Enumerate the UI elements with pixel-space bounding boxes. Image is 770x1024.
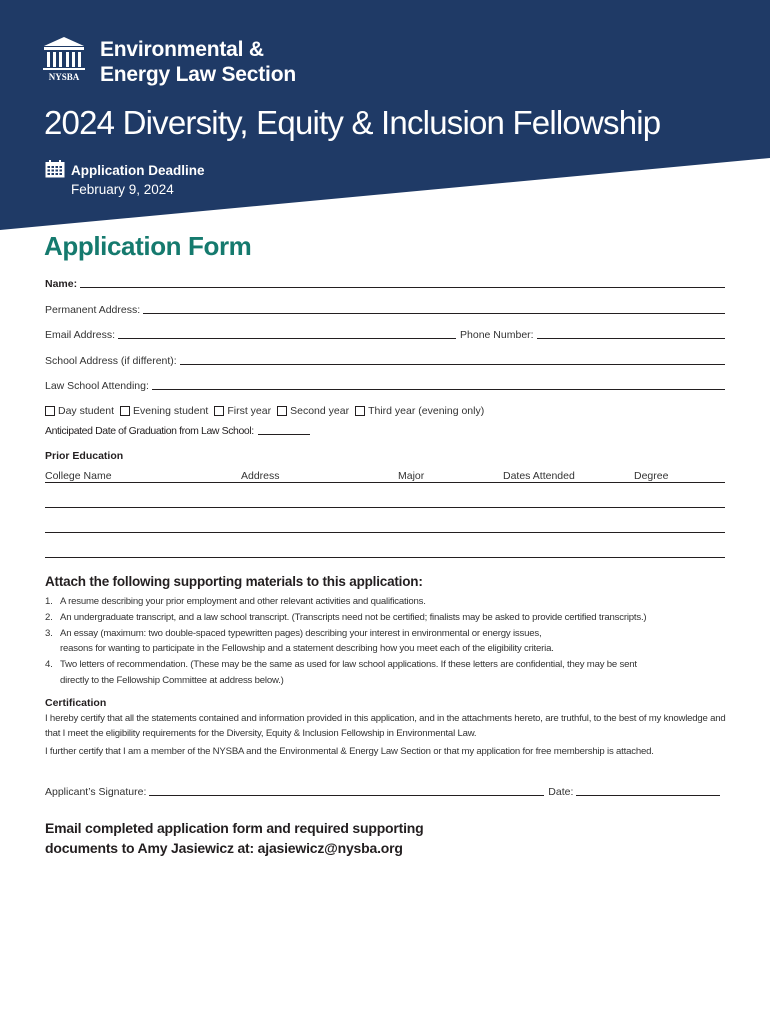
- nysba-logo-icon: [40, 36, 92, 82]
- date-label: Date:: [548, 786, 574, 798]
- email-line[interactable]: [118, 337, 456, 339]
- checkbox-label: Evening student: [133, 405, 209, 417]
- list-item-text: An undergraduate transcript, and a law school transcript. (Transcripts need not be certified; finalists may be asked to provide certified transcripts.): [60, 611, 647, 623]
- law-school-field[interactable]: [45, 380, 725, 392]
- permanent-address-label: Permanent Address:: [45, 304, 141, 316]
- deadline-date: February 9, 2024: [71, 182, 174, 197]
- calendar-icon: [45, 160, 65, 178]
- signature-row: [45, 786, 720, 798]
- checkbox-box[interactable]: [355, 406, 365, 416]
- list-item: [45, 594, 735, 610]
- checkbox-box[interactable]: [277, 406, 287, 416]
- checkbox-label: Day student: [58, 405, 115, 417]
- email-label: Email Address:: [45, 329, 116, 341]
- permanent-address-line[interactable]: [143, 312, 725, 314]
- education-entry-line[interactable]: [45, 557, 725, 558]
- column-major: Major: [398, 470, 425, 482]
- list-item-text: Two letters of recommendation. (These may be the same as used for law school applications. If these letters are confidential, they may be sent: [60, 659, 637, 671]
- form-heading: Application Form: [44, 231, 252, 261]
- list-item-continued: [45, 641, 735, 657]
- education-entry-line[interactable]: [45, 507, 725, 508]
- education-entry-line[interactable]: [45, 532, 725, 533]
- column-college-name: College Name: [45, 470, 112, 482]
- checkbox-label: Third year (evening only): [368, 405, 485, 417]
- email-instructions-line1: Email completed application form and required supporting: [45, 820, 424, 836]
- checkbox-label: Second year: [290, 405, 350, 417]
- name-line[interactable]: [80, 286, 725, 288]
- graduation-label: Anticipated Date of Graduation from Law School:: [45, 425, 254, 437]
- email-instructions-line2: documents to Amy Jasiewicz at: ajasiewicz@nysba.org: [45, 840, 403, 856]
- signature-line[interactable]: [149, 794, 544, 796]
- list-item-text: An essay (maximum: two double-spaced typewritten pages) describing your interest in environmental or energy issues,: [60, 627, 542, 639]
- email-instructions: [45, 818, 424, 858]
- certification-paragraph-1: I hereby certify that all the statements contained and information provided in this application, and in the attachments hereto, are truthful, to the best of my knowledge and that I meet the eligibility requirements for the Diversity, Equity & Inclusion Fellowship in Environmental Law.: [45, 713, 726, 739]
- list-item: [45, 626, 735, 642]
- list-item-number: 2.: [45, 611, 53, 623]
- checkbox-third-year[interactable]: [355, 405, 484, 417]
- graduation-line[interactable]: [258, 434, 310, 435]
- list-item-text: A resume describing your prior employment and other relevant activities and qualifications.: [60, 596, 426, 607]
- date-line[interactable]: [576, 794, 720, 796]
- law-school-line[interactable]: [152, 388, 725, 390]
- column-degree: Degree: [634, 470, 669, 482]
- student-status-checkboxes: [45, 405, 490, 417]
- list-item: [45, 657, 735, 673]
- certification-title: Certification: [45, 697, 107, 709]
- attachments-heading: Attach the following supporting materials to this application:: [45, 574, 423, 589]
- checkbox-label: First year: [227, 405, 272, 417]
- phone-line[interactable]: [537, 337, 725, 339]
- column-dates-attended: Dates Attended: [503, 470, 575, 482]
- school-address-field[interactable]: [45, 355, 725, 367]
- list-item-text: directly to the Fellowship Committee at address below.): [60, 674, 284, 686]
- checkbox-evening-student[interactable]: [120, 405, 208, 417]
- list-item: [45, 610, 735, 626]
- name-label: Name:: [45, 278, 78, 290]
- education-header-line: [45, 482, 725, 483]
- list-item-number: 4.: [45, 659, 53, 671]
- checkbox-second-year[interactable]: [277, 405, 349, 417]
- checkbox-first-year[interactable]: [214, 405, 271, 417]
- logo-text: NYSBA: [48, 72, 80, 82]
- checkbox-box[interactable]: [214, 406, 224, 416]
- name-field[interactable]: [45, 278, 725, 290]
- list-item-continued: [45, 673, 735, 689]
- school-address-label: School Address (if different):: [45, 355, 177, 367]
- deadline-label: Application Deadline: [71, 163, 205, 178]
- phone-label: Phone Number:: [460, 329, 534, 341]
- checkbox-box[interactable]: [120, 406, 130, 416]
- list-item-number: 3.: [45, 627, 53, 639]
- attachments-list: [45, 594, 735, 689]
- column-address: Address: [241, 470, 280, 482]
- permanent-address-field[interactable]: [45, 304, 725, 316]
- list-item-number: 1.: [45, 596, 53, 607]
- section-name-line2: Energy Law Section: [100, 63, 296, 86]
- prior-education-title: Prior Education: [45, 450, 124, 462]
- list-item-text: reasons for wanting to participate in the Fellowship and a statement describing how you meet each of the eligibility criteria.: [60, 643, 554, 655]
- school-address-line[interactable]: [180, 363, 725, 365]
- checkbox-box[interactable]: [45, 406, 55, 416]
- section-name-line1: Environmental &: [100, 38, 264, 61]
- fellowship-title: 2024 Diversity, Equity & Inclusion Fellowship: [44, 104, 661, 141]
- certification-paragraph-2: I further certify that I am a member of the NYSBA and the Environmental & Energy Law Section or that my application for free membership is attached.: [45, 746, 654, 757]
- law-school-label: Law School Attending:: [45, 380, 149, 392]
- checkbox-day-student[interactable]: [45, 405, 114, 417]
- email-phone-row: [45, 329, 725, 341]
- graduation-date-field[interactable]: [45, 425, 310, 437]
- signature-label: Applicant’s Signature:: [45, 786, 147, 798]
- section-name: [100, 37, 296, 87]
